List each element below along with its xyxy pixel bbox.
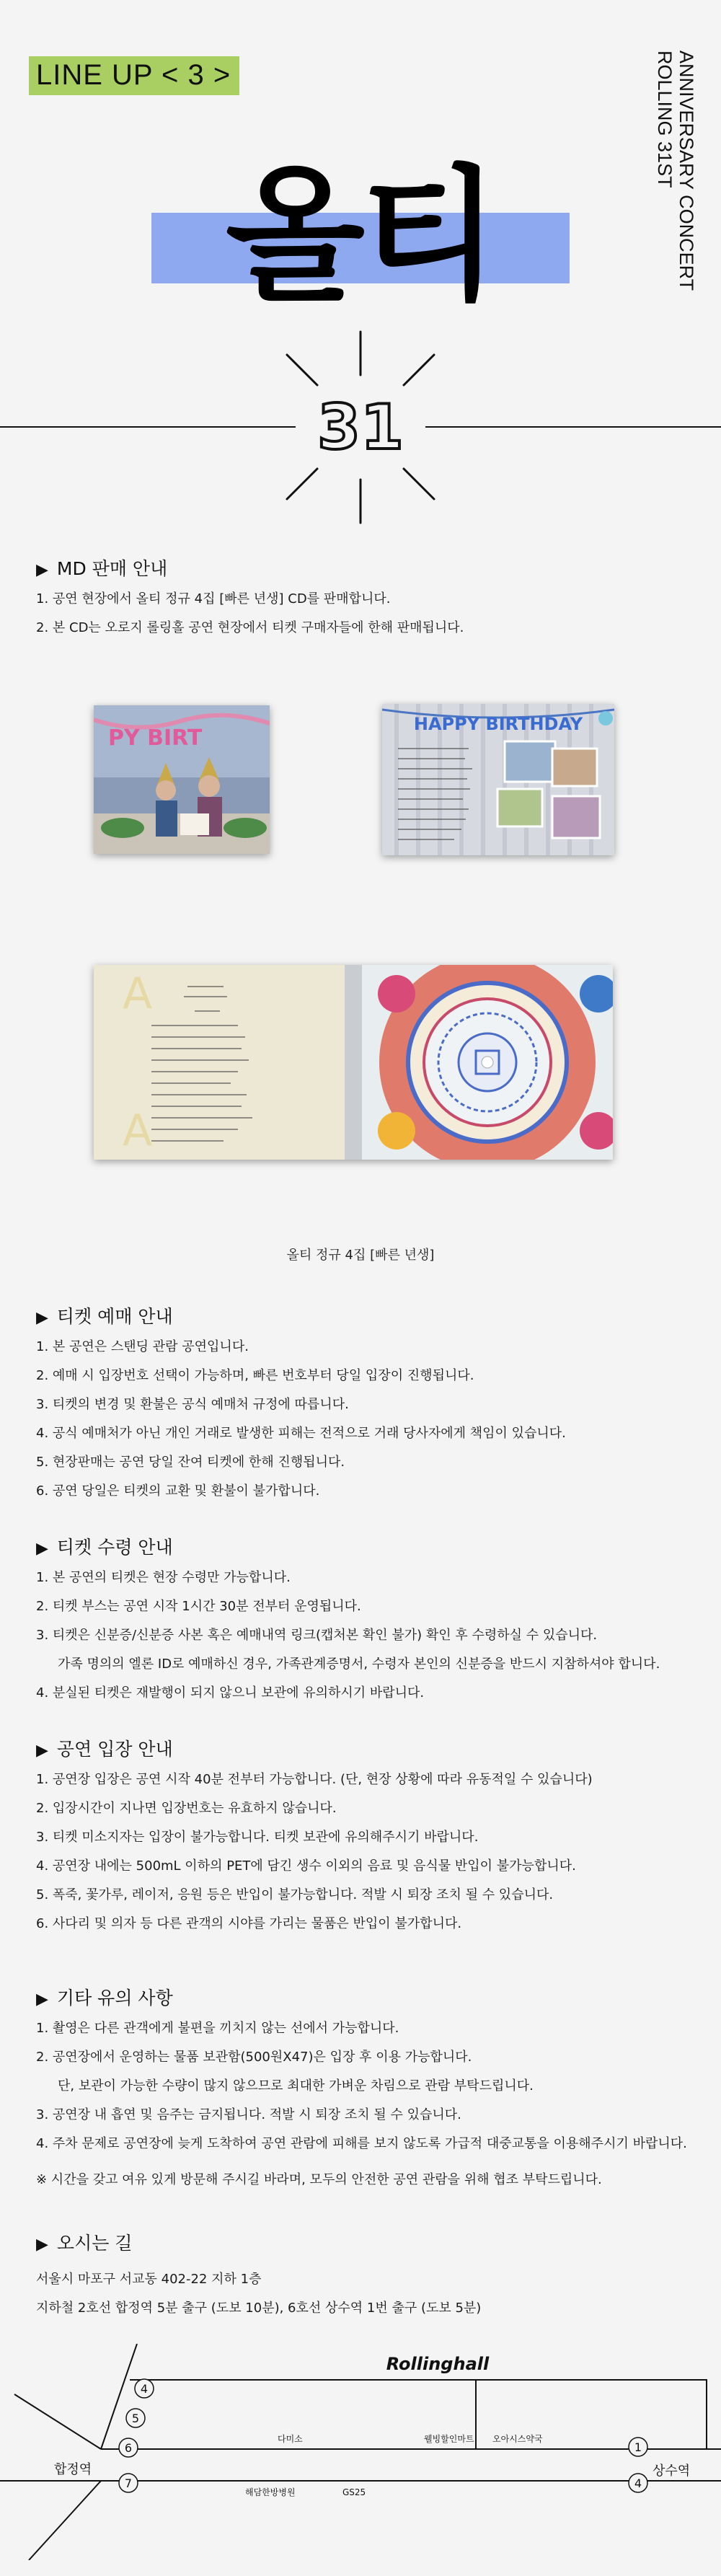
- entry-line-1: 1. 공연장 입장은 공연 시작 40분 전부터 가능합니다. (단, 현장 상황에 따라 유동적일 수 있습니다): [36, 1772, 593, 1787]
- pickup-line-3: 3. 티켓은 신분증/신분증 사본 혹은 예매내역 링크(캡처본 확인 불가) 확인 후 수령하실 수 있습니다.: [36, 1628, 598, 1643]
- exit-4-left: 4: [140, 2382, 149, 2396]
- ticket-reservation-title: ▶ 티켓 예매 안내: [36, 1305, 173, 1330]
- svg-text:HAPPY BIRTHDAY: HAPPY BIRTHDAY: [413, 714, 583, 734]
- album-caption: 올티 정규 4집 [빠른 년생]: [286, 1248, 435, 1263]
- anniversary-burst-graphic: [0, 317, 721, 534]
- directions-subway: 지하철 2호선 합정역 5분 출구 (도보 10분), 6호선 상수역 1번 출구 (도보 5분): [36, 2301, 482, 2316]
- landmark-haedam: 해담한방병원: [245, 2487, 296, 2497]
- landmark-wellbeing: 웰빙할인마트: [424, 2434, 474, 2444]
- reservation-line-2: 2. 예매 시 입장번호 선택이 가능하며, 빠른 번호부터 당일 입장이 진행됩니다.: [36, 1368, 474, 1383]
- reservation-line-1: 1. 본 공연은 스탠딩 관람 공연입니다.: [36, 1339, 249, 1354]
- etc-note: ※ 시간을 갖고 여유 있게 방문해 주시길 바라며, 모두의 안전한 공연 관람을 위해 협조 부탁드립니다.: [36, 2172, 602, 2187]
- triangle-bullet-icon: ▶: [36, 1990, 48, 2008]
- triangle-bullet-icon: ▶: [36, 561, 48, 579]
- directions-title: ▶ 오시는 길: [36, 2232, 132, 2257]
- svg-text:PY BIRT: PY BIRT: [108, 725, 203, 751]
- reservation-line-3: 3. 티켓의 변경 및 환불은 공식 예매처 규정에 따릅니다.: [36, 1397, 349, 1412]
- etc-line-2: 2. 공연장에서 운영하는 물품 보관함(500원X47)은 입장 후 이용 가능합니다.: [36, 2050, 472, 2065]
- etc-line-1: 1. 촬영은 다른 관객에게 불편을 끼치지 않는 선에서 가능합니다.: [36, 2021, 399, 2036]
- entry-line-4: 4. 공연장 내에는 500mL 이하의 PET에 담긴 생수 이외의 음료 및 음식물 반입이 불가능합니다.: [36, 1858, 576, 1874]
- etc-line-3: 3. 공연장 내 흡연 및 음주는 금지됩니다. 적발 시 퇴장 조치 될 수 있습니다.: [36, 2107, 461, 2122]
- entry-title: ▶ 공연 입장 안내: [36, 1738, 173, 1763]
- album-photo-children: [94, 705, 270, 854]
- landmark-gs25: GS25: [342, 2487, 366, 2497]
- directions-address: 서울시 마포구 서교동 402-22 지하 1층: [36, 2272, 262, 2287]
- pickup-line-4: 4. 분실된 티켓은 재발행이 되지 않으니 보관에 유의하시기 바랍니다.: [36, 1685, 425, 1701]
- svg-text:A: A: [123, 1106, 153, 1156]
- landmark-oasis: 오아시스약국: [492, 2434, 543, 2444]
- triangle-bullet-icon: ▶: [36, 1309, 48, 1327]
- vertical-title-line1: ROLLING 31ST: [654, 50, 676, 188]
- exit-5: 5: [131, 2412, 140, 2425]
- md-section-title: ▶ MD 판매 안내: [36, 557, 167, 582]
- reservation-line-4: 4. 공식 예매처가 아닌 개인 거래로 발생한 피해는 전적으로 거래 당사자에게 책임이 있습니다.: [36, 1426, 566, 1441]
- reservation-line-5: 5. 현장판매는 공연 당일 잔여 티켓에 한해 진행됩니다.: [36, 1455, 345, 1470]
- etc-line-2-note: 단, 보관이 가능한 수량이 많지 않으므로 최대한 가벼운 차림으로 관람 부탁드립니다.: [58, 2078, 534, 2094]
- landmark-damiso: 다미소: [278, 2434, 303, 2444]
- pickup-line-1: 1. 본 공연의 티켓은 현장 수령만 가능합니다.: [36, 1570, 291, 1585]
- pickup-line-3-note: 가족 명의의 엘론 ID로 예매하신 경우, 가족관계증명서, 수령자 본인의 신분증을 반드시 지참하셔야 합니다.: [58, 1657, 660, 1672]
- entry-line-6: 6. 사다리 및 의자 등 다른 관객의 시야를 가리는 물품은 반입이 불가합니다.: [36, 1916, 462, 1931]
- anniversary-number-badge: 31: [317, 392, 404, 464]
- album-open-cd-case: [94, 965, 613, 1160]
- ticket-pickup-title: ▶ 티켓 수령 안내: [36, 1536, 173, 1561]
- svg-text:A: A: [123, 969, 153, 1019]
- exit-1: 1: [634, 2440, 642, 2454]
- pickup-line-2: 2. 티켓 부스는 공연 시작 1시간 30분 전부터 운영됩니다.: [36, 1599, 361, 1614]
- md-line-2: 2. 본 CD는 오로지 롤링홀 공연 현장에서 티켓 구매자들에 한해 판매됩니다.: [36, 620, 464, 635]
- exit-6: 6: [124, 2441, 133, 2455]
- etc-line-4: 4. 주차 문제로 공연장에 늦게 도착하여 공연 관람에 피해를 보지 않도록 가급적 대중교통을 이용해주시기 바랍니다.: [36, 2136, 687, 2151]
- album-back-cover: [382, 704, 614, 855]
- md-line-1: 1. 공연 현장에서 올티 정규 4집 [빠른 년생] CD를 판매합니다.: [36, 591, 391, 606]
- exit-7: 7: [124, 2476, 133, 2490]
- artist-name: 올티: [225, 152, 496, 320]
- reservation-line-6: 6. 공연 당일은 티켓의 교환 및 환불이 불가합니다.: [36, 1483, 320, 1499]
- station-sangsu: 상수역: [653, 2463, 691, 2479]
- triangle-bullet-icon: ▶: [36, 2236, 48, 2254]
- triangle-bullet-icon: ▶: [36, 1540, 48, 1558]
- entry-line-5: 5. 폭죽, 꽃가루, 레이저, 응원 등은 반입이 불가능합니다. 적발 시 퇴장 조치 될 수 있습니다.: [36, 1887, 554, 1902]
- vertical-title-line2: ANNIVERSARY CONCERT: [676, 50, 697, 291]
- station-hapjeong: 합정역: [54, 2462, 92, 2477]
- exit-4-right: 4: [634, 2476, 642, 2490]
- entry-line-2: 2. 입장시간이 지나면 입장번호는 유효하지 않습니다.: [36, 1801, 337, 1816]
- entry-line-3: 3. 티켓 미소지자는 입장이 불가능합니다. 티켓 보관에 유의해주시기 바랍니다.: [36, 1830, 479, 1845]
- etc-title: ▶ 기타 유의 사항: [36, 1987, 173, 2011]
- triangle-bullet-icon: ▶: [36, 1742, 48, 1760]
- venue-label: Rollinghall: [386, 2354, 490, 2374]
- location-map: [0, 2344, 721, 2560]
- lineup-label: LINE UP < 3 >: [29, 56, 239, 95]
